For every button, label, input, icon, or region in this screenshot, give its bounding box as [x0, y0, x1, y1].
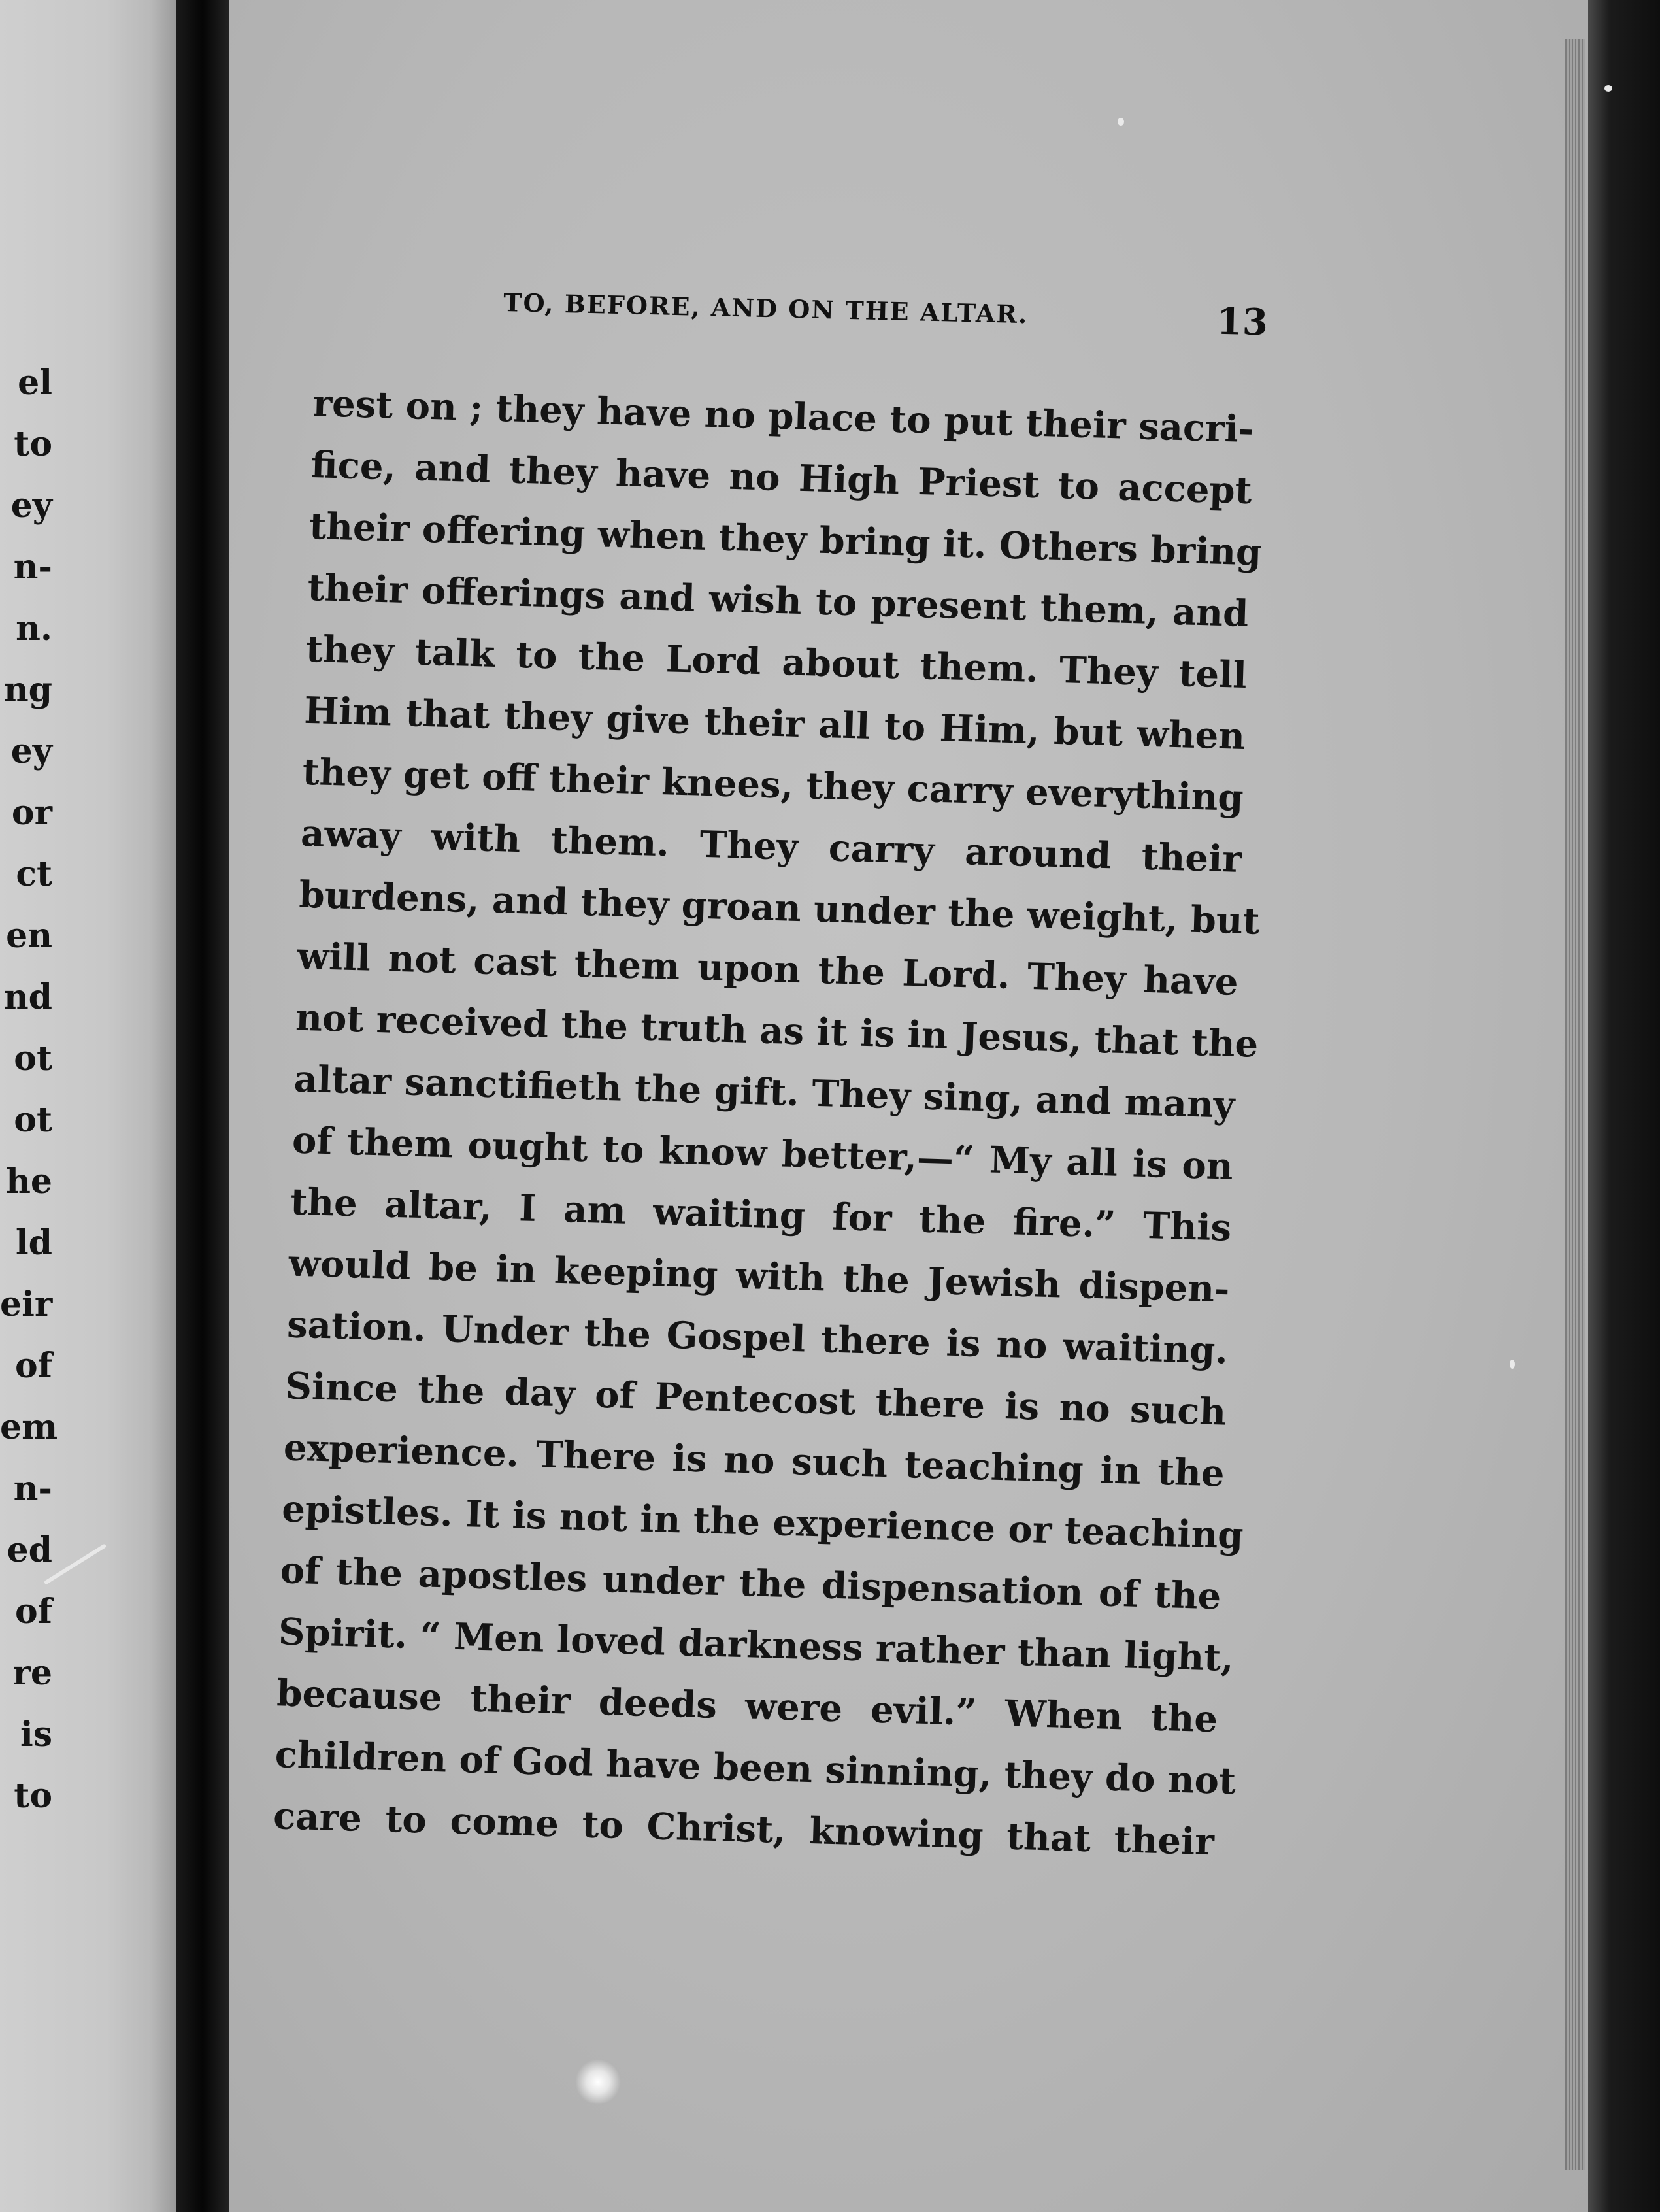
- scan-speck: [1510, 1360, 1515, 1369]
- text-line: they talk to the Lord about them. They tell: [305, 627, 1248, 697]
- left-page-fragment: ot: [14, 1100, 52, 1140]
- text-line: experience. There is no such teaching in the: [283, 1426, 1225, 1496]
- left-page-fragment: ot: [14, 1039, 52, 1079]
- left-page-fragment: n-: [13, 1469, 52, 1509]
- text-line: rest on ; they have no place to put their sacri-: [312, 381, 1255, 452]
- text-line: children of God have been sinning, they do not: [274, 1733, 1237, 1803]
- text-line: of them ought to know better,—“ My all is on: [291, 1118, 1234, 1188]
- left-page-fragment: to: [14, 1776, 52, 1816]
- left-page-fragment: ey: [10, 731, 52, 771]
- page-fore-edge: [1565, 39, 1585, 2170]
- text-line: Since the day of Pentecost there is no such: [284, 1364, 1227, 1434]
- text-line: they get off their knees, they carry everything: [302, 750, 1244, 820]
- scan-border: [1588, 0, 1660, 2212]
- left-page-fragment: is: [20, 1715, 52, 1754]
- left-page-fragment: he: [6, 1162, 52, 1201]
- left-page-fragment: en: [6, 916, 52, 956]
- left-page-fragment: n-: [13, 547, 52, 587]
- text-line: epistles. It is not in the experience or teaching: [281, 1487, 1244, 1558]
- text-line: away with them. They carry around their: [300, 811, 1242, 881]
- left-page-fragment: ed: [7, 1530, 52, 1570]
- text-line: burdens, and they groan under the weight, but: [298, 873, 1261, 943]
- left-page-fragment: ld: [15, 1223, 52, 1263]
- running-head: TO, BEFORE, AND ON THE ALTAR.: [503, 288, 1029, 329]
- text-line: sation. Under the Gospel there is no waiting.: [286, 1303, 1229, 1373]
- text-line: their offerings and wish to present them, and: [307, 565, 1250, 636]
- left-page-fragment: ct: [16, 854, 52, 894]
- left-page-fragment: re: [12, 1653, 52, 1693]
- left-page-fragment: ng: [3, 670, 52, 710]
- text-line: altar sanctifieth the gift. They sing, and many: [293, 1057, 1236, 1127]
- left-page-fragment: ey: [10, 486, 52, 526]
- text-line: their offering when they bring it. Others bring: [308, 504, 1263, 575]
- text-line: of the apostles under the dispensation of the: [279, 1549, 1222, 1618]
- left-page-fragment: eir: [0, 1284, 53, 1324]
- left-page-fragment: em: [0, 1407, 58, 1447]
- text-line: will not cast them upon the Lord. They have: [297, 934, 1239, 1004]
- text-line: because their deeds were evil.” When the: [276, 1671, 1218, 1741]
- scan-speck: [1118, 118, 1124, 126]
- text-line: Spirit. “ Men loved darkness rather than light,: [278, 1610, 1235, 1681]
- left-page-fragment: n.: [16, 609, 52, 648]
- scan-speck: [1604, 85, 1612, 92]
- body-text: [273, 373, 1263, 1873]
- book-gutter: [176, 0, 229, 2212]
- text-line: care to come to Christ, knowing that their: [273, 1794, 1215, 1864]
- text-line: would be in keeping with the Jewish dispen-: [288, 1241, 1231, 1311]
- text-line: the altar, I am waiting for the fire.” This: [290, 1180, 1232, 1250]
- left-page-fragment: or: [11, 793, 52, 833]
- left-page-fragment: to: [14, 424, 52, 464]
- text-line: not received the truth as it is in Jesus, that the: [295, 996, 1259, 1066]
- scan-light-spot: [575, 2059, 621, 2105]
- text-line: Him that they give their all to Him, but when: [303, 688, 1246, 758]
- left-page-fragment: nd: [3, 977, 52, 1017]
- text-line: fice, and they have no High Priest to accept: [310, 443, 1253, 513]
- left-page-fragment: el: [18, 363, 52, 403]
- left-page-fragment: of: [14, 1346, 52, 1386]
- left-page-edge: [0, 0, 176, 2212]
- page-number: 13: [1216, 299, 1269, 344]
- left-page-fragment: of: [14, 1592, 52, 1632]
